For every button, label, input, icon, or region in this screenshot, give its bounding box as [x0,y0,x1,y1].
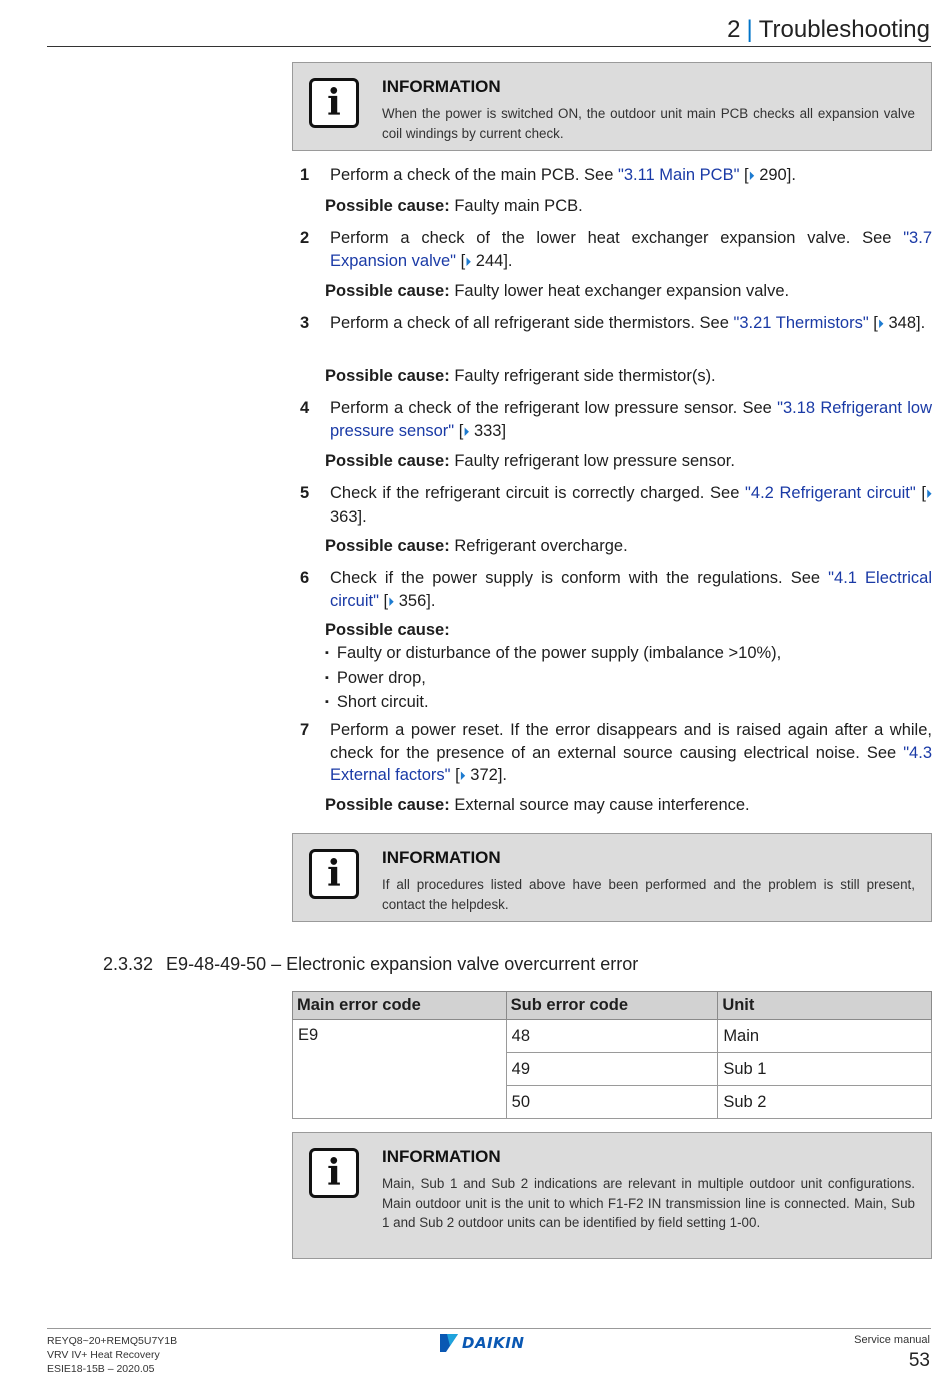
unit-cell: Main [718,1020,932,1053]
cause-text: Faulty refrigerant side thermistor(s). [449,367,716,385]
column-header: Main error code [293,992,507,1020]
footer-divider [47,1328,931,1329]
document-type: Service manual [854,1334,930,1346]
cause-text: Faulty refrigerant low pressure sensor. [449,452,735,470]
cross-reference-link[interactable]: "4.1 Electrical circuit" [330,569,932,610]
procedure-step [300,482,932,528]
step-number: 2 [300,229,310,247]
page-reference: 348 [883,314,917,332]
header-divider [47,46,931,47]
cause-bullet-list [325,642,781,716]
cause-text: Faulty lower heat exchanger expansion valve. [449,282,790,300]
page-reference: 244 [471,251,504,270]
cause-label: Possible cause: [325,452,450,470]
step-text: Check if the refrigerant circuit is correctly charged. See "4.2 Refrigerant circuit" [⏵ 363]. [330,484,932,526]
cause-text: External source may cause interference. [449,796,750,814]
page-arrow-icon: ⏵ [459,769,466,783]
possible-cause [325,450,735,473]
chapter-separator: | [746,16,753,43]
step-text: Perform a check of the refrigerant low pressure sensor. See "3.18 Refrigerant low pressure sensor" [⏵ 333] [330,399,932,440]
cross-reference-link[interactable]: "3.18 Refrigerant low pressure sensor" [330,399,932,440]
page-arrow-icon: ⏵ [748,169,755,183]
product-line: VRV IV+ Heat Recovery [47,1349,160,1361]
step-text: Perform a check of all refrigerant side thermistors. See "3.21 Thermistors" [⏵ 348]. [330,314,926,332]
cause-text: Refrigerant overcharge. [449,537,628,555]
step-number: 5 [300,484,310,502]
cause-label: Possible cause: [325,367,450,385]
list-item: ▪ Faulty or disturbance of the power supply (imbalance >10%), [325,642,781,667]
main-error-code-cell: E9 [293,1020,507,1119]
cause-label: Possible cause: [325,621,450,639]
step-number: 6 [300,569,310,587]
step-text: Perform a check of the main PCB. See "3.11 Main PCB" [⏵ 290]. [330,166,796,184]
section-title: E9-48-49-50 – Electronic expansion valve overcurrent error [166,954,639,974]
cross-reference-link[interactable]: "4.2 Refrigerant circuit" [745,484,916,502]
cause-label: Possible cause: [325,197,450,215]
possible-cause [325,535,628,558]
info-box [292,1132,932,1259]
info-text: Main, Sub 1 and Sub 2 indications are relevant in multiple outdoor unit configurations. Main outdoor unit is the unit to which F1-F2 IN transmission line is connected. Main, Sub 1 and Sub 2 outdoor units can be identified by field setting 1-00. [382,1176,915,1230]
possible-cause [325,794,750,817]
info-heading: INFORMATION [382,1147,501,1166]
error-code-table [292,991,932,1119]
brand-name: DAIKIN [462,1334,525,1352]
unit-cell: Sub 2 [718,1086,932,1119]
possible-cause [325,195,583,218]
chapter-number: 2 [727,16,741,43]
page-reference: 372 [465,766,498,784]
table-header-row [293,992,932,1020]
step-text: Perform a check of the lower heat exchanger expansion valve. See "3.7 Expansion valve" [⏵ 244]. [330,229,932,270]
possible-cause [325,280,789,303]
step-text: Check if the power supply is conform with the regulations. See "4.1 Electrical circuit" [⏵ 356]. [330,569,932,610]
page-reference: 333 [469,421,502,440]
page-arrow-icon: ⏵ [877,317,884,331]
cause-label: Possible cause: [325,537,450,555]
information-icon: i [309,849,359,899]
sub-error-code-cell: 48 [506,1020,718,1053]
information-icon: i [309,1148,359,1198]
step-number: 4 [300,399,310,417]
cause-label: Possible cause: [325,282,450,300]
procedure-step [300,567,932,613]
info-box [292,833,932,922]
list-item: ▪ Power drop, [325,667,781,692]
procedure-step [300,164,932,188]
procedure-step [300,719,932,788]
page-reference: 290 [754,166,787,184]
sub-error-code-cell: 50 [506,1086,718,1119]
page-arrow-icon: ⏵ [463,424,470,439]
daikin-logo [438,1333,524,1353]
cross-reference-link[interactable]: "3.21 Thermistors" [733,314,869,332]
unit-cell: Sub 1 [718,1053,932,1086]
info-box [292,62,932,151]
sub-error-code-cell: 49 [506,1053,718,1086]
footer-document-info [47,1334,177,1376]
daikin-logo-mark-icon [438,1333,460,1353]
information-icon: i [309,78,359,128]
chapter-header [727,16,930,44]
page-arrow-icon: ⏵ [925,487,932,501]
column-header: Sub error code [506,992,718,1020]
cross-reference-link[interactable]: "4.3 External factors" [330,743,932,784]
cross-reference-link[interactable]: "3.7 Expansion valve" [330,229,932,270]
step-number: 1 [300,166,310,184]
info-heading: INFORMATION [382,77,501,96]
column-header: Unit [718,992,932,1020]
model-line: REYQ8~20+REMQ5U7Y1B [47,1335,178,1347]
procedure-step [300,227,932,273]
cross-reference-link[interactable]: "3.11 Main PCB" [617,166,740,184]
section-number: 2.3.32 [103,954,154,974]
possible-cause [325,619,450,642]
procedure-step [300,397,932,443]
table-row [293,1020,932,1053]
document-id: ESIE18-15B – 2020.05 [47,1363,155,1375]
cause-text: Faulty main PCB. [449,197,583,215]
possible-cause [325,365,716,388]
step-text: Perform a power reset. If the error disappears and is raised again after a while, check for the presence of an external source causing electrical noise. See "4.3 External factors" [⏵ 372]. [330,721,932,784]
page-reference: 356 [394,591,427,610]
cause-label: Possible cause: [325,796,450,814]
chapter-title: Troubleshooting [758,16,930,43]
page-reference: 363 [330,507,358,526]
list-item: ▪ Short circuit. [325,691,781,716]
page-arrow-icon: ⏵ [388,594,395,609]
section-heading [103,954,638,975]
info-heading: INFORMATION [382,848,501,867]
info-text: If all procedures listed above have been performed and the problem is still present, contact the helpdesk. [382,877,915,912]
step-number: 7 [300,721,310,739]
footer-page-info [854,1334,930,1372]
info-text: When the power is switched ON, the outdoor unit main PCB checks all expansion valve coil windings by current check. [382,106,915,141]
step-number: 3 [300,314,310,332]
page-number: 53 [908,1350,930,1371]
page-arrow-icon: ⏵ [465,254,472,269]
procedure-step [300,312,932,336]
